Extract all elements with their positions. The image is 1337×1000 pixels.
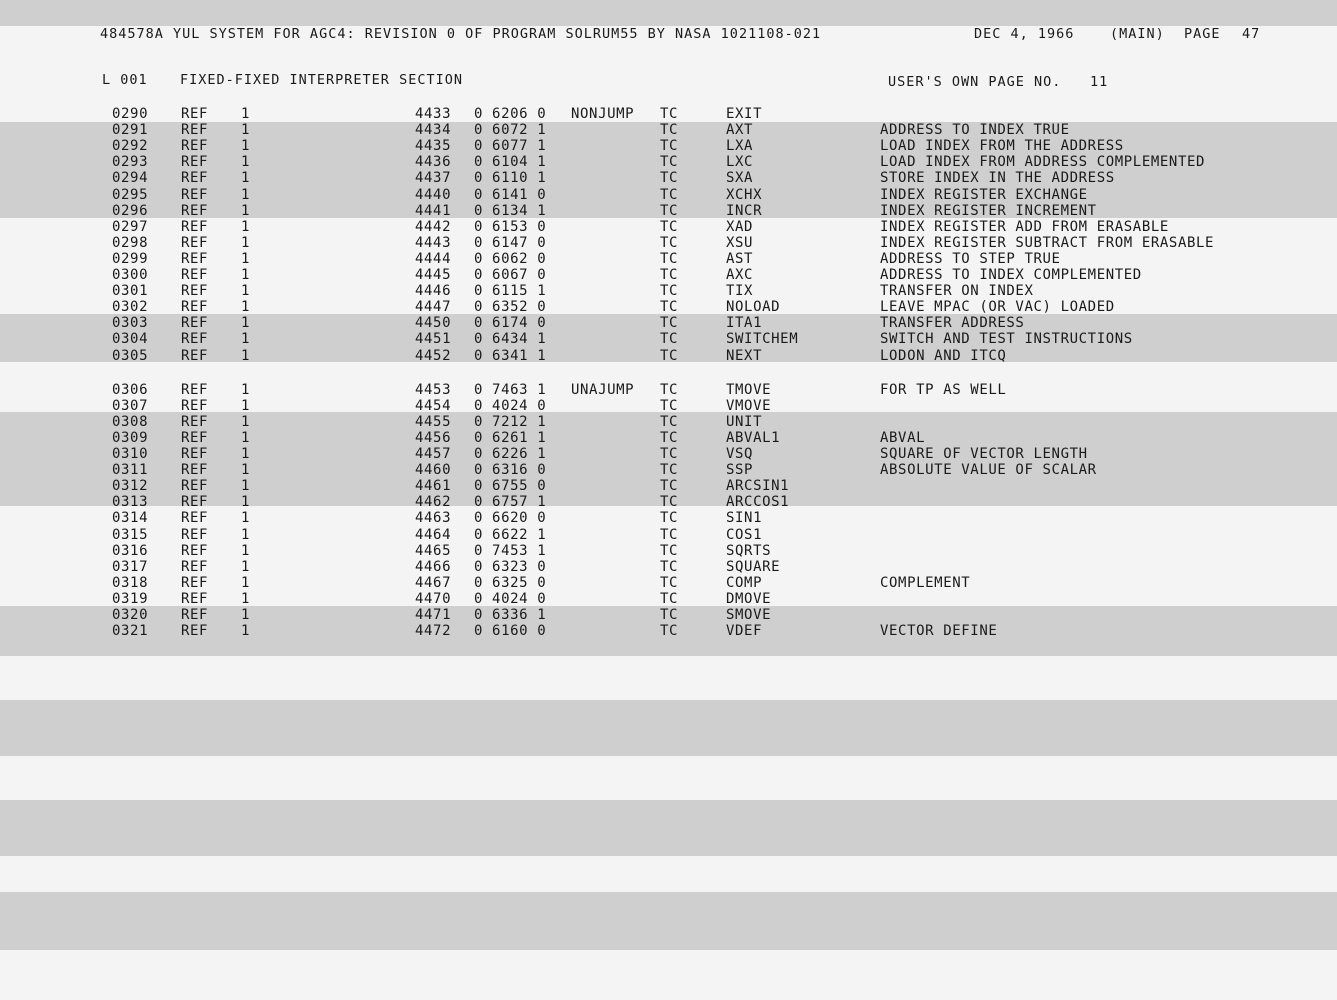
comment: ADDRESS TO INDEX TRUE <box>880 122 1070 139</box>
ref-keyword: REF <box>181 170 209 187</box>
comment: ADDRESS TO INDEX COMPLEMENTED <box>880 267 1142 283</box>
address: 4451 <box>415 331 452 348</box>
opcode: TC <box>660 347 679 364</box>
operand: XSU <box>726 234 754 251</box>
object-word: 0 6062 0 <box>474 250 547 267</box>
address: 4450 <box>415 315 452 332</box>
address: 4462 <box>415 494 452 511</box>
operand: TIX <box>726 283 754 300</box>
operand: UNIT <box>726 413 763 430</box>
line-number: 0315 <box>112 526 149 543</box>
opcode: TC <box>660 478 679 495</box>
ref-keyword: REF <box>181 202 209 219</box>
address: 4460 <box>415 462 452 479</box>
ref-number: 1 <box>241 234 251 251</box>
comment: COMPLEMENT <box>880 574 971 591</box>
ref-number: 1 <box>241 623 251 640</box>
operand: NOLOAD <box>726 299 781 316</box>
ref-keyword: REF <box>181 283 209 300</box>
operand: EXIT <box>726 106 763 122</box>
operand: COMP <box>726 574 763 591</box>
operand: SWITCHEM <box>726 331 799 348</box>
operand: VDEF <box>726 623 763 640</box>
opcode: TC <box>660 234 679 251</box>
line-number: 0318 <box>112 574 149 591</box>
ref-number: 1 <box>241 202 251 219</box>
opcode: TC <box>660 122 679 139</box>
line-number: 0306 <box>112 381 149 398</box>
object-word: 0 6261 1 <box>474 429 547 446</box>
ref-number: 1 <box>241 154 251 171</box>
comment: LODON AND ITCQ <box>880 347 1007 364</box>
symbol-label: UNAJUMP <box>571 381 635 398</box>
shade-band <box>0 800 1337 856</box>
ref-keyword: REF <box>181 397 209 414</box>
shade-band <box>0 700 1337 756</box>
object-word: 0 6110 1 <box>474 170 547 187</box>
ref-keyword: REF <box>181 590 209 607</box>
ref-number: 1 <box>241 558 251 575</box>
opcode: TC <box>660 542 679 559</box>
ref-keyword: REF <box>181 510 209 527</box>
listing-main: (MAIN) <box>1110 26 1165 42</box>
address: 4445 <box>415 267 452 283</box>
address: 4464 <box>415 526 452 543</box>
users-page-label: USER'S OWN PAGE NO. <box>888 74 1062 90</box>
line-number: 0299 <box>112 250 149 267</box>
line-number: 0308 <box>112 413 149 430</box>
opcode: TC <box>660 558 679 575</box>
address: 4454 <box>415 397 452 414</box>
ref-keyword: REF <box>181 623 209 640</box>
operand: DMOVE <box>726 590 772 607</box>
address: 4456 <box>415 429 452 446</box>
comment: FOR TP AS WELL <box>880 381 1007 398</box>
object-word: 0 4024 0 <box>474 397 547 414</box>
opcode: TC <box>660 429 679 446</box>
address: 4444 <box>415 250 452 267</box>
address: 4463 <box>415 510 452 527</box>
line-number: 0320 <box>112 607 149 623</box>
opcode: TC <box>660 267 679 283</box>
ref-keyword: REF <box>181 106 209 122</box>
address: 4436 <box>415 154 452 171</box>
opcode: TC <box>660 299 679 316</box>
line-number: 0294 <box>112 170 149 187</box>
ref-number: 1 <box>241 607 251 623</box>
opcode: TC <box>660 526 679 543</box>
line-number: 0310 <box>112 446 149 462</box>
line-number: 0304 <box>112 331 149 348</box>
line-number: 0319 <box>112 590 149 607</box>
object-word: 0 6323 0 <box>474 558 547 575</box>
comment: LOAD INDEX FROM THE ADDRESS <box>880 138 1124 155</box>
opcode: TC <box>660 283 679 300</box>
shade-band <box>0 892 1337 950</box>
ref-keyword: REF <box>181 186 209 203</box>
ref-keyword: REF <box>181 446 209 462</box>
section-title: FIXED-FIXED INTERPRETER SECTION <box>180 72 463 88</box>
ref-number: 1 <box>241 413 251 430</box>
ref-keyword: REF <box>181 234 209 251</box>
operand: AXC <box>726 267 754 283</box>
operand: VSQ <box>726 446 754 462</box>
object-word: 0 6141 0 <box>474 186 547 203</box>
comment: TRANSFER ADDRESS <box>880 315 1025 332</box>
address: 4470 <box>415 590 452 607</box>
operand: SXA <box>726 170 754 187</box>
operand: INCR <box>726 202 763 219</box>
ref-number: 1 <box>241 526 251 543</box>
ref-keyword: REF <box>181 218 209 235</box>
ref-keyword: REF <box>181 429 209 446</box>
listing-header: 484578A YUL SYSTEM FOR AGC4: REVISION 0 OF PROGRAM SOLRUM55 BY NASA 1021108-021 <box>100 26 822 42</box>
opcode: TC <box>660 590 679 607</box>
object-word: 0 6226 1 <box>474 446 547 462</box>
address: 4443 <box>415 234 452 251</box>
operand: TMOVE <box>726 381 772 398</box>
ref-keyword: REF <box>181 478 209 495</box>
line-number: 0291 <box>112 122 149 139</box>
operand: SIN1 <box>726 510 763 527</box>
address: 4467 <box>415 574 452 591</box>
object-word: 0 6174 0 <box>474 315 547 332</box>
opcode: TC <box>660 494 679 511</box>
users-page-number: 11 <box>1090 74 1109 90</box>
operand: SQRTS <box>726 542 772 559</box>
line-number: 0296 <box>112 202 149 219</box>
operand: ARCSIN1 <box>726 478 790 495</box>
line-number: 0307 <box>112 397 149 414</box>
operand: COS1 <box>726 526 763 543</box>
ref-number: 1 <box>241 446 251 462</box>
comment: INDEX REGISTER EXCHANGE <box>880 186 1088 203</box>
ref-number: 1 <box>241 397 251 414</box>
shade-band <box>0 0 1337 26</box>
ref-number: 1 <box>241 574 251 591</box>
object-word: 0 6352 0 <box>474 299 547 316</box>
ref-number: 1 <box>241 590 251 607</box>
address: 4471 <box>415 607 452 623</box>
line-number: 0317 <box>112 558 149 575</box>
address: 4457 <box>415 446 452 462</box>
operand: XAD <box>726 218 754 235</box>
line-number: 0314 <box>112 510 149 527</box>
ref-keyword: REF <box>181 299 209 316</box>
address: 4435 <box>415 138 452 155</box>
line-number: 0297 <box>112 218 149 235</box>
ref-keyword: REF <box>181 607 209 623</box>
line-number: 0312 <box>112 478 149 495</box>
object-word: 0 6325 0 <box>474 574 547 591</box>
ref-keyword: REF <box>181 122 209 139</box>
line-number: 0290 <box>112 106 149 122</box>
page-label: PAGE <box>1184 26 1221 42</box>
operand: LXC <box>726 154 754 171</box>
object-word: 0 6160 0 <box>474 623 547 640</box>
listing-date: DEC 4, 1966 <box>974 26 1075 42</box>
address: 4437 <box>415 170 452 187</box>
object-word: 0 6622 1 <box>474 526 547 543</box>
address: 4433 <box>415 106 452 122</box>
line-number: 0298 <box>112 234 149 251</box>
opcode: TC <box>660 138 679 155</box>
opcode: TC <box>660 331 679 348</box>
opcode: TC <box>660 446 679 462</box>
ref-keyword: REF <box>181 250 209 267</box>
opcode: TC <box>660 623 679 640</box>
ref-number: 1 <box>241 170 251 187</box>
operand: NEXT <box>726 347 763 364</box>
operand: AXT <box>726 122 754 139</box>
ref-number: 1 <box>241 218 251 235</box>
object-word: 0 6341 1 <box>474 347 547 364</box>
object-word: 0 4024 0 <box>474 590 547 607</box>
address: 4434 <box>415 122 452 139</box>
ref-number: 1 <box>241 186 251 203</box>
line-number: 0309 <box>112 429 149 446</box>
address: 4446 <box>415 283 452 300</box>
ref-number: 1 <box>241 138 251 155</box>
object-word: 0 6153 0 <box>474 218 547 235</box>
opcode: TC <box>660 413 679 430</box>
address: 4472 <box>415 623 452 640</box>
comment: ABVAL <box>880 429 926 446</box>
opcode: TC <box>660 154 679 171</box>
comment: LOAD INDEX FROM ADDRESS COMPLEMENTED <box>880 154 1206 171</box>
comment: TRANSFER ON INDEX <box>880 283 1034 300</box>
comment: INDEX REGISTER INCREMENT <box>880 202 1097 219</box>
opcode: TC <box>660 510 679 527</box>
ref-number: 1 <box>241 122 251 139</box>
opcode: TC <box>660 462 679 479</box>
object-word: 0 6755 0 <box>474 478 547 495</box>
ref-keyword: REF <box>181 331 209 348</box>
ref-number: 1 <box>241 478 251 495</box>
ref-number: 1 <box>241 347 251 364</box>
object-word: 0 6316 0 <box>474 462 547 479</box>
ref-keyword: REF <box>181 462 209 479</box>
comment: VECTOR DEFINE <box>880 623 998 640</box>
comment: STORE INDEX IN THE ADDRESS <box>880 170 1115 187</box>
opcode: TC <box>660 218 679 235</box>
object-word: 0 6134 1 <box>474 202 547 219</box>
opcode: TC <box>660 397 679 414</box>
object-word: 0 6104 1 <box>474 154 547 171</box>
opcode: TC <box>660 381 679 398</box>
opcode: TC <box>660 202 679 219</box>
address: 4466 <box>415 558 452 575</box>
operand: LXA <box>726 138 754 155</box>
operand: SSP <box>726 462 754 479</box>
comment: ABSOLUTE VALUE OF SCALAR <box>880 462 1097 479</box>
ref-keyword: REF <box>181 381 209 398</box>
ref-number: 1 <box>241 315 251 332</box>
opcode: TC <box>660 250 679 267</box>
symbol-label: NONJUMP <box>571 106 635 122</box>
address: 4465 <box>415 542 452 559</box>
address: 4442 <box>415 218 452 235</box>
comment: SWITCH AND TEST INSTRUCTIONS <box>880 331 1133 348</box>
ref-keyword: REF <box>181 542 209 559</box>
line-number: 0292 <box>112 138 149 155</box>
address: 4440 <box>415 186 452 203</box>
ref-number: 1 <box>241 331 251 348</box>
opcode: TC <box>660 106 679 122</box>
comment: INDEX REGISTER SUBTRACT FROM ERASABLE <box>880 234 1215 251</box>
ref-keyword: REF <box>181 138 209 155</box>
line-number: 0303 <box>112 315 149 332</box>
address: 4455 <box>415 413 452 430</box>
operand: AST <box>726 250 754 267</box>
object-word: 0 7463 1 <box>474 381 547 398</box>
line-number: 0301 <box>112 283 149 300</box>
opcode: TC <box>660 574 679 591</box>
operand: ABVAL1 <box>726 429 781 446</box>
line-number: 0313 <box>112 494 149 511</box>
object-word: 0 7212 1 <box>474 413 547 430</box>
ref-number: 1 <box>241 462 251 479</box>
operand: ITA1 <box>726 315 763 332</box>
line-number: 0302 <box>112 299 149 316</box>
object-word: 0 6072 1 <box>474 122 547 139</box>
ref-keyword: REF <box>181 267 209 283</box>
log-number: L 001 <box>102 72 148 88</box>
address: 4453 <box>415 381 452 398</box>
opcode: TC <box>660 607 679 623</box>
ref-number: 1 <box>241 267 251 283</box>
ref-keyword: REF <box>181 558 209 575</box>
opcode: TC <box>660 315 679 332</box>
object-word: 0 6115 1 <box>474 283 547 300</box>
line-number: 0311 <box>112 462 149 479</box>
ref-number: 1 <box>241 429 251 446</box>
object-word: 0 7453 1 <box>474 542 547 559</box>
ref-number: 1 <box>241 542 251 559</box>
line-number: 0295 <box>112 186 149 203</box>
address: 4461 <box>415 478 452 495</box>
ref-number: 1 <box>241 250 251 267</box>
line-number: 0305 <box>112 347 149 364</box>
comment: SQUARE OF VECTOR LENGTH <box>880 446 1088 462</box>
comment: INDEX REGISTER ADD FROM ERASABLE <box>880 218 1169 235</box>
operand: ARCCOS1 <box>726 494 790 511</box>
opcode: TC <box>660 170 679 187</box>
ref-keyword: REF <box>181 347 209 364</box>
ref-number: 1 <box>241 106 251 122</box>
ref-number: 1 <box>241 299 251 316</box>
ref-keyword: REF <box>181 574 209 591</box>
ref-keyword: REF <box>181 154 209 171</box>
comment: LEAVE MPAC (OR VAC) LOADED <box>880 299 1115 316</box>
operand: SMOVE <box>726 607 772 623</box>
object-word: 0 6620 0 <box>474 510 547 527</box>
line-number: 0293 <box>112 154 149 171</box>
operand: SQUARE <box>726 558 781 575</box>
opcode: TC <box>660 186 679 203</box>
comment: ADDRESS TO STEP TRUE <box>880 250 1061 267</box>
ref-keyword: REF <box>181 526 209 543</box>
operand: VMOVE <box>726 397 772 414</box>
object-word: 0 6077 1 <box>474 138 547 155</box>
object-word: 0 6434 1 <box>474 331 547 348</box>
address: 4452 <box>415 347 452 364</box>
operand: XCHX <box>726 186 763 203</box>
ref-keyword: REF <box>181 413 209 430</box>
object-word: 0 6147 0 <box>474 234 547 251</box>
ref-number: 1 <box>241 494 251 511</box>
ref-number: 1 <box>241 510 251 527</box>
ref-number: 1 <box>241 283 251 300</box>
ref-keyword: REF <box>181 494 209 511</box>
line-number: 0321 <box>112 623 149 640</box>
address: 4441 <box>415 202 452 219</box>
line-number: 0300 <box>112 267 149 283</box>
line-number: 0316 <box>112 542 149 559</box>
ref-keyword: REF <box>181 315 209 332</box>
address: 4447 <box>415 299 452 316</box>
object-word: 0 6067 0 <box>474 267 547 283</box>
page-number: 47 <box>1242 26 1261 42</box>
object-word: 0 6757 1 <box>474 494 547 511</box>
object-word: 0 6206 0 <box>474 106 547 122</box>
object-word: 0 6336 1 <box>474 607 547 623</box>
ref-number: 1 <box>241 381 251 398</box>
